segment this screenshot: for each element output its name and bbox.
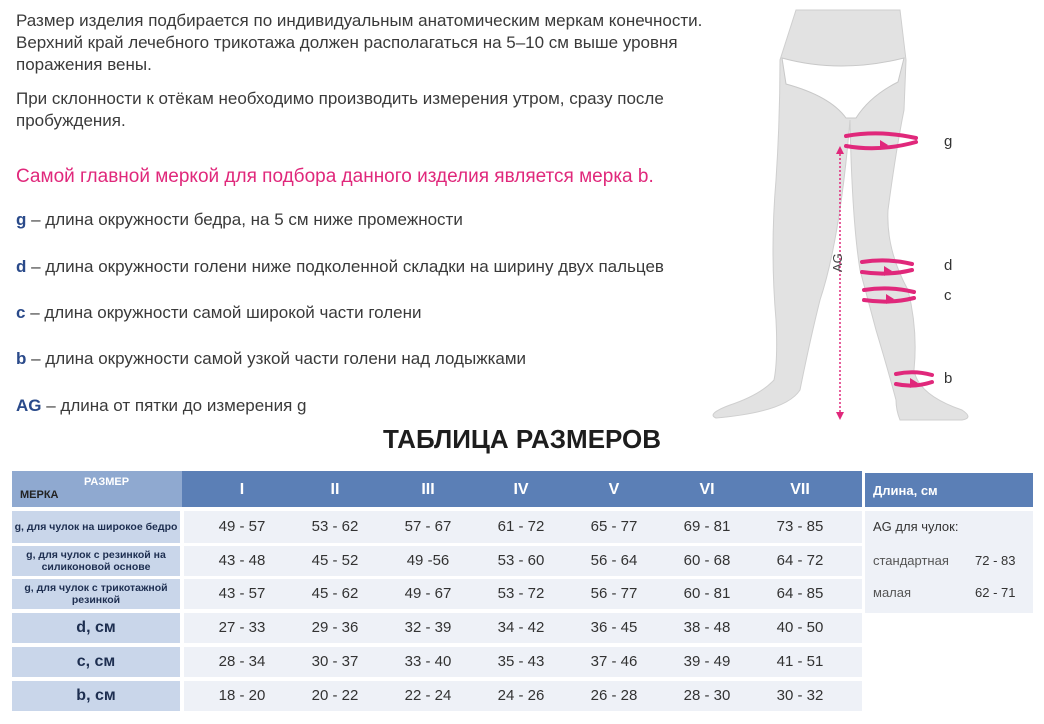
size-table-header <box>12 471 862 507</box>
size-header: II <box>330 481 340 498</box>
definition-g <box>16 210 463 230</box>
cell-value: 49 - 57 <box>218 518 266 535</box>
definition-ag <box>16 396 306 416</box>
cell-value: 73 - 85 <box>776 518 824 535</box>
cell-value: 60 - 68 <box>683 552 731 569</box>
length-standard-value: 72 - 83 <box>975 553 1016 568</box>
cell-value: 43 - 48 <box>218 552 266 569</box>
cell-value: 35 - 43 <box>497 653 545 670</box>
intro-paragraph-1: Размер изделия подбирается по индивидуальным анатомическим меркам конечности. Верхний край лечебного трикотажа должен располагаться на 5–10 см выше уровня поражения вены. <box>16 11 703 74</box>
cell-value: 20 - 22 <box>311 687 359 704</box>
cell-value: 64 - 85 <box>776 585 824 602</box>
cell-value: 18 - 20 <box>218 687 266 704</box>
cell-value: 34 - 42 <box>497 619 545 636</box>
definition-text: – длина окружности самой широкой части голени <box>25 303 422 322</box>
definition-text: – длина от пятки до измерения g <box>41 396 307 415</box>
length-header: Длина, см <box>865 473 1033 507</box>
definition-key: b <box>16 349 27 368</box>
size-header: VI <box>699 481 715 498</box>
b-label: b <box>944 370 953 387</box>
row-label-g-silicone: g, для чулок с резинкой на силиконовой основе <box>12 546 180 576</box>
table-title: ТАБЛИЦА РАЗМЕРОВ <box>382 424 662 454</box>
definition-c <box>16 303 421 323</box>
row-label-d: d, см <box>12 613 180 643</box>
cell-value: 53 - 62 <box>311 518 359 535</box>
definition-text: – длина окружности бедра, на 5 см ниже промежности <box>26 210 463 229</box>
definition-key: g <box>16 210 27 229</box>
size-header: V <box>608 481 620 498</box>
ag-arrow-down-icon <box>836 412 844 420</box>
d-label: d <box>944 257 953 274</box>
size-header: VII <box>790 481 810 498</box>
cell-value: 33 - 40 <box>404 653 452 670</box>
row-label-g-knit: g, для чулок с трикотажной резинкой <box>12 579 180 609</box>
cell-value: 28 - 34 <box>218 653 266 670</box>
cell-value: 56 - 64 <box>590 552 638 569</box>
leg-measurement-figure <box>700 0 1000 430</box>
definition-d <box>16 257 664 277</box>
size-header: IV <box>513 481 529 498</box>
cell-value: 61 - 72 <box>497 518 545 535</box>
length-small-label: малая <box>873 585 912 600</box>
ag-label: AG <box>830 253 845 272</box>
intro-paragraph-2: При склонности к отёкам необходимо производить измерения утром, сразу после пробуждения. <box>16 89 664 130</box>
size-header: I <box>239 481 245 498</box>
table-row <box>184 681 862 711</box>
corner-measure-label: МЕРКА <box>20 489 59 501</box>
length-standard-label: стандартная <box>873 553 949 568</box>
g-label: g <box>944 133 953 150</box>
cell-value: 49 - 67 <box>404 585 452 602</box>
definition-text: – длина окружности самой узкой части голени над лодыжками <box>26 349 527 368</box>
row-label-b: b, см <box>12 681 180 711</box>
cell-value: 49 -56 <box>406 552 450 569</box>
table-row <box>184 647 862 677</box>
cell-value: 39 - 49 <box>683 653 731 670</box>
cell-value: 60 - 81 <box>683 585 731 602</box>
cell-value: 56 - 77 <box>590 585 638 602</box>
cell-value: 22 - 24 <box>404 687 452 704</box>
cell-value: 43 - 57 <box>218 585 266 602</box>
table-row <box>184 613 862 643</box>
cell-value: 45 - 52 <box>311 552 359 569</box>
cell-value: 30 - 37 <box>311 653 359 670</box>
cell-value: 27 - 33 <box>218 619 266 636</box>
cell-value: 69 - 81 <box>683 518 731 535</box>
table-row <box>184 579 862 609</box>
cell-value: 36 - 45 <box>590 619 638 636</box>
size-header: III <box>421 481 435 498</box>
intro-text <box>16 10 716 144</box>
table-row <box>184 511 862 543</box>
cell-value: 45 - 62 <box>311 585 359 602</box>
cell-value: 64 - 72 <box>776 552 824 569</box>
definition-key: AG <box>16 396 42 415</box>
table-row <box>184 546 862 576</box>
cell-value: 41 - 51 <box>776 653 824 670</box>
cell-value: 30 - 32 <box>776 687 824 704</box>
size-table <box>12 471 862 716</box>
c-label: c <box>944 287 952 304</box>
definition-key: c <box>16 303 26 322</box>
definition-b <box>16 349 526 369</box>
length-body <box>865 511 1033 613</box>
definition-key: d <box>16 257 27 276</box>
cell-value: 65 - 77 <box>590 518 638 535</box>
row-label-g-wide: g, для чулок на широкое бедро <box>12 511 180 543</box>
cell-value: 37 - 46 <box>590 653 638 670</box>
cell-value: 53 - 72 <box>497 585 545 602</box>
cell-value: 38 - 48 <box>683 619 731 636</box>
row-label-c: c, см <box>12 647 180 677</box>
table-corner <box>12 471 182 507</box>
length-subheader: AG для чулок: <box>873 519 959 534</box>
highlight-text: Самой главной меркой для подбора данного изделия является мерка b. <box>16 166 654 187</box>
cell-value: 28 - 30 <box>683 687 731 704</box>
length-small-value: 62 - 71 <box>975 585 1016 600</box>
definition-text: – длина окружности голени ниже подколенной складки на ширину двух пальцев <box>26 257 664 276</box>
cell-value: 32 - 39 <box>404 619 452 636</box>
cell-value: 24 - 26 <box>497 687 545 704</box>
cell-value: 26 - 28 <box>590 687 638 704</box>
corner-size-label: РАЗМЕР <box>84 476 130 488</box>
cell-value: 53 - 60 <box>497 552 545 569</box>
cell-value: 57 - 67 <box>404 518 452 535</box>
cell-value: 29 - 36 <box>311 619 359 636</box>
cell-value: 40 - 50 <box>776 619 824 636</box>
